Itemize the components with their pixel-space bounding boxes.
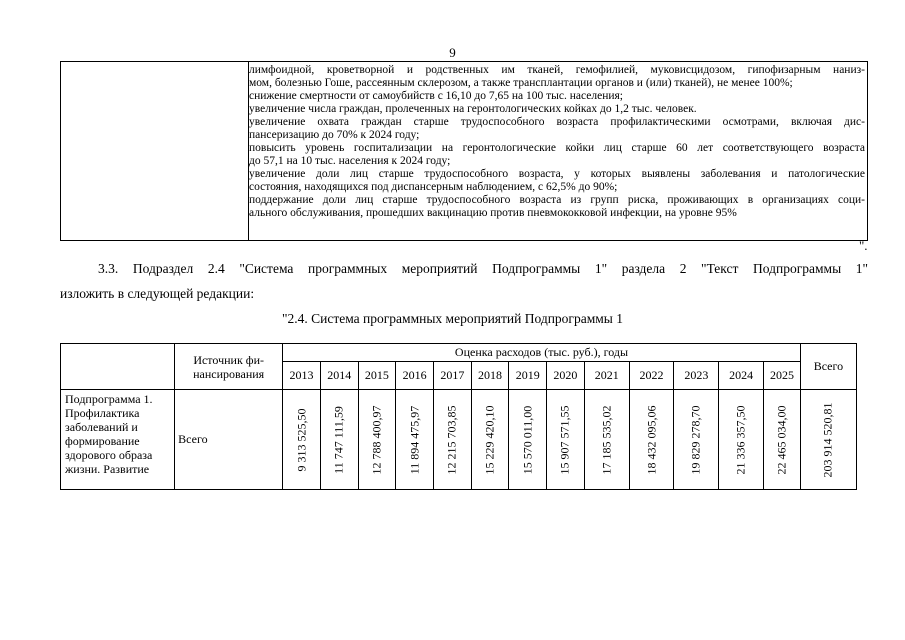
year-value: 11 894 475,97 bbox=[407, 405, 422, 474]
funding-source: Всего bbox=[175, 390, 283, 490]
program-name: Подпрограмма 1. Профилактика заболеваний и формирование здорового образа жизни. Развитие bbox=[61, 390, 175, 490]
year-value-cell bbox=[358, 390, 396, 490]
section-title: "2.4. Система программных мероприятий Подпрограммы 1 bbox=[281, 311, 623, 326]
year-header: 2014 bbox=[320, 362, 358, 390]
year-header: 2013 bbox=[283, 362, 321, 390]
text-line: повысить уровень госпитализации на геронтологические койки лиц старше 60 лет соответствующего возраста bbox=[249, 142, 865, 154]
paragraph-line: 3.3. Подраздел 2.4 "Система программных мероприятий Подпрограммы 1" раздела 2 "Текст Подпрограммы 1" bbox=[98, 261, 868, 276]
year-value-cell bbox=[396, 390, 434, 490]
text-line: поддержание доли лиц старше трудоспособного возраста из групп риска, проживающих в организациях соци- bbox=[249, 194, 865, 206]
year-header: 2021 bbox=[584, 362, 629, 390]
year-value-cell bbox=[509, 390, 547, 490]
year-header: 2025 bbox=[764, 362, 801, 390]
table-row bbox=[61, 390, 857, 490]
header-source bbox=[175, 344, 283, 390]
text-line: лимфоидной, кроветворной и родственных им тканей, гемофилией, муковисцидозом, гипофизарным наниз- bbox=[249, 64, 865, 76]
year-value: 18 432 095,06 bbox=[644, 405, 659, 474]
year-header: 2018 bbox=[471, 362, 509, 390]
year-value: 11 747 111,59 bbox=[331, 405, 346, 474]
text-line: состояния, находящихся под диспансерным наблюдением, с 62,5% до 90%; bbox=[249, 181, 618, 193]
header-total: Всего bbox=[800, 344, 856, 390]
text-line: увеличение охвата граждан старше трудоспособного возраста профилактическими осмотрами, включая дис- bbox=[249, 116, 865, 128]
year-value-cell bbox=[674, 390, 719, 490]
year-value: 15 570 011,00 bbox=[520, 405, 535, 474]
year-header: 2023 bbox=[674, 362, 719, 390]
text-line: увеличение числа граждан, пролеченных на геронтологических койках до 1,2 тыс. человек. bbox=[249, 103, 697, 115]
goal-item bbox=[249, 168, 865, 194]
year-value: 22 465 034,00 bbox=[774, 405, 789, 474]
continuation-table-left-cell bbox=[61, 62, 249, 240]
text-line: до 57,1 на 10 тыс. населения к 2024 году; bbox=[249, 155, 451, 167]
page-number: 9 bbox=[449, 45, 456, 60]
year-value: 19 829 278,70 bbox=[688, 405, 703, 474]
year-value: 15 907 571,55 bbox=[557, 405, 572, 474]
year-header: 2015 bbox=[358, 362, 396, 390]
header-source-line: Источник фи- bbox=[193, 352, 264, 367]
year-value-cell bbox=[764, 390, 801, 490]
cost-table bbox=[60, 343, 857, 490]
closing-quote: ". bbox=[859, 238, 868, 253]
total-value-cell bbox=[800, 390, 856, 490]
text-line: увеличение доли лиц старше трудоспособного возраста, у которых выявлены заболевания и патологические bbox=[249, 168, 865, 180]
year-value: 12 788 400,97 bbox=[369, 405, 384, 474]
year-value: 9 313 525,50 bbox=[294, 408, 308, 471]
year-value-cell bbox=[547, 390, 585, 490]
year-header: 2022 bbox=[629, 362, 674, 390]
header-empty-cell bbox=[61, 344, 175, 390]
continuation-table bbox=[60, 61, 868, 241]
total-value: 203 914 520,81 bbox=[820, 402, 835, 477]
goal-item bbox=[249, 142, 865, 168]
year-header: 2017 bbox=[433, 362, 471, 390]
text-line: мом, болезнью Гоше, рассеянным склерозом, а также трансплантации органов и (или) тканей), не менее 100%; bbox=[249, 77, 793, 89]
year-header: 2020 bbox=[547, 362, 585, 390]
year-value-cell bbox=[320, 390, 358, 490]
goal-item bbox=[249, 116, 865, 142]
goal-item bbox=[249, 90, 865, 103]
year-header: 2019 bbox=[509, 362, 547, 390]
header-source-line: нансирования bbox=[193, 366, 265, 381]
text-line: ального обслуживания, прошедших вакцинацию против пневмококковой инфекции, на уровне 95% bbox=[249, 207, 737, 219]
year-value-cell bbox=[629, 390, 674, 490]
year-value-cell bbox=[471, 390, 509, 490]
year-value: 12 215 703,85 bbox=[444, 405, 459, 474]
goal-item bbox=[249, 64, 865, 90]
text-line: снижение смертности от самоубийств с 16,10 до 7,65 на 100 тыс. населения; bbox=[249, 90, 624, 102]
year-value: 21 336 357,50 bbox=[733, 405, 748, 474]
continuation-table-right-cell bbox=[249, 64, 865, 220]
text-line: пансеризацию до 70% к 2024 году; bbox=[249, 129, 420, 141]
goal-item bbox=[249, 103, 865, 116]
year-value-cell bbox=[433, 390, 471, 490]
year-value: 15 229 420,10 bbox=[482, 405, 497, 474]
goal-item bbox=[249, 194, 865, 220]
year-value-cell bbox=[283, 390, 321, 490]
year-value-cell bbox=[719, 390, 764, 490]
year-value-cell bbox=[584, 390, 629, 490]
year-header: 2024 bbox=[719, 362, 764, 390]
paragraph-line: изложить в следующей редакции: bbox=[60, 286, 255, 301]
year-header: 2016 bbox=[396, 362, 434, 390]
header-estimate: Оценка расходов (тыс. руб.), годы bbox=[283, 344, 801, 362]
year-value: 17 185 535,02 bbox=[599, 405, 614, 474]
